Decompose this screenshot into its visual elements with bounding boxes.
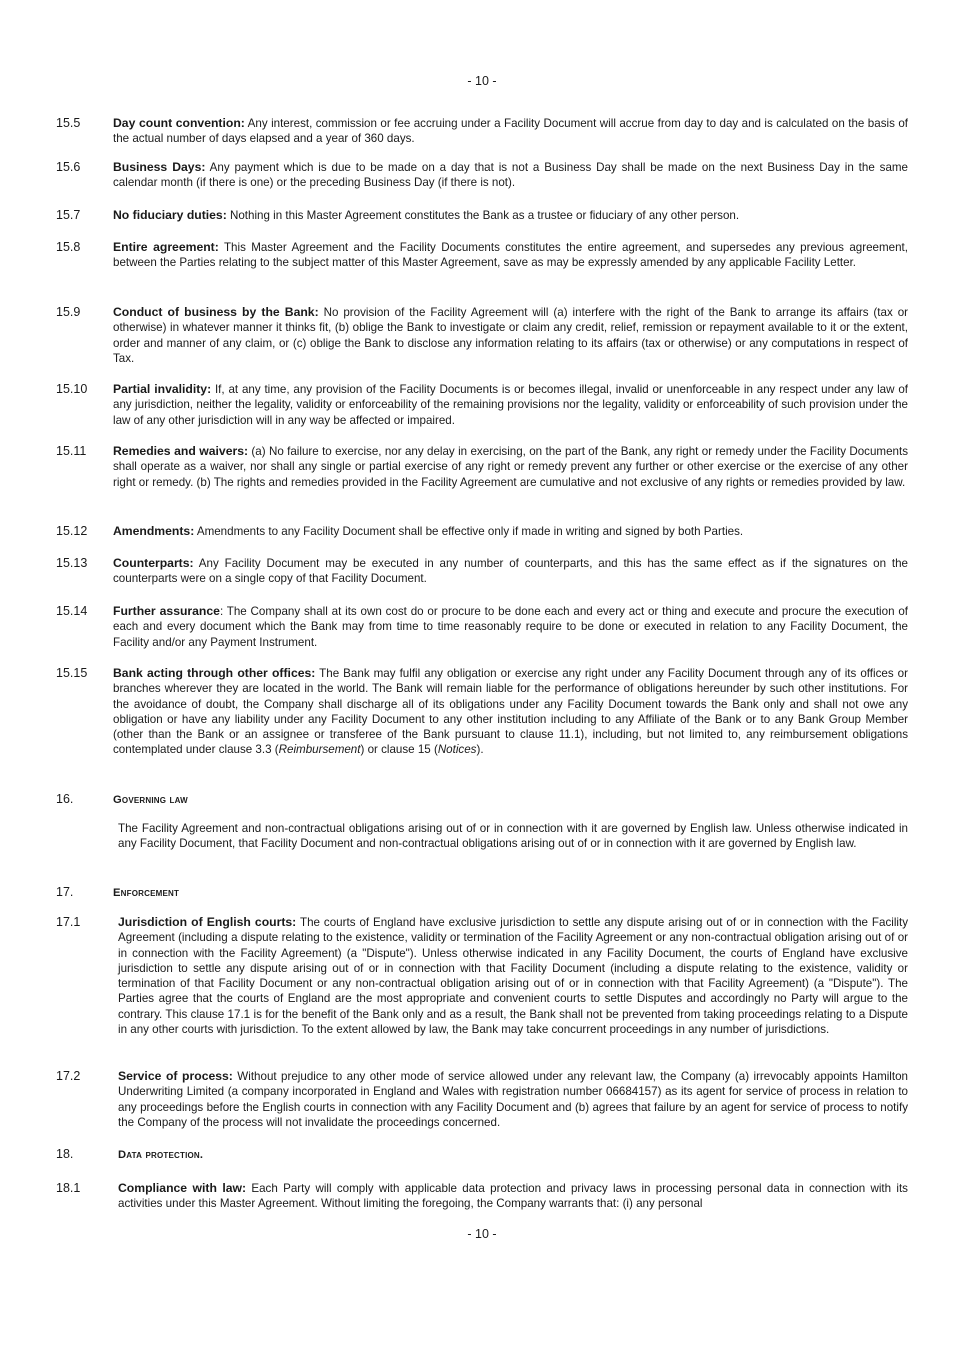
clause-15-7 [56, 208, 908, 223]
clause-heading: No fiduciary duties: [113, 208, 227, 222]
clause-number: 15.5 [56, 116, 81, 130]
clause-number: 15.8 [56, 240, 81, 254]
clause-heading: Business Days: [113, 160, 206, 174]
clause-text: Any interest, commission or fee accruing under a Facility Document will accrue from day to day and is calculated on the basis of the actual number of days elapsed and a year of 360 days. [113, 117, 908, 146]
clause-text-tail: ). [476, 743, 484, 757]
clause-number: 15.9 [56, 305, 81, 319]
clause-text: This Master Agreement and the Facility Documents constitutes the entire agreement, and supersedes any previous agreement, between the Parties relating to the subject matter of this Master Agreement, save as may be expressly amended by any applicable Facility Letter. [113, 241, 908, 270]
clause-text: If, at any time, any provision of the Facility Documents is or becomes illegal, invalid or unenforceable in any respect under any law of any jurisdiction, neither the legality, validity or enforceability of the remaining provisions nor the legality, validity or enforceability of such provision under the law of any other jurisdiction will in any way be affected or impaired. [113, 383, 908, 427]
section-number: 17. [56, 885, 74, 899]
clause-text: Amendments to any Facility Document shall be effective only if made in writing and signed by both Parties. [194, 525, 744, 538]
clause-text: The Bank may fulfil any obligation or exercise any right under any Facility Document through any of its offices or branches wherever they are located in the world. The Bank will remain liable for the performance of obligations hereunder by such other institutions. For the avoidance of doubt, the Company shall discharge all of its obligations under any Facility Document towards the Bank only and shall not owe any obligation or have any liability under any Facility Document to any other institution including to any Affiliate of the Bank or to any Bank Group Member (other than the Bank or an assignee or transferee of the Bank pursuant to clause 11.1), including, but not limited to, any reimbursement obligations contemplated under clause 3.3 ( [113, 667, 908, 757]
clause-17-1 [56, 915, 908, 1037]
clause-number: 17.2 [56, 1069, 81, 1083]
section-title: Enforcement [113, 887, 180, 899]
clause-text: Nothing in this Master Agreement constitutes the Bank as a trustee or fiduciary of any other person. [226, 209, 740, 222]
clause-18-1 [56, 1181, 908, 1212]
section-18 [56, 1147, 908, 1163]
clause-15-9 [56, 305, 908, 366]
page-number-top: - 10 - [467, 74, 497, 88]
clause-15-8 [56, 240, 908, 271]
clause-text: Without prejudice to any other mode of service allowed under any relevant law, the Company (a) irrevocably appoints Hamilton Underwriting Limited (a company incorporated in England and Wales with registration number 06684157) as its agent for service of process in relation to any proceedings before the English courts in connection with any Facility Document and (b) agrees that failure by an agent for service of process to notify the Company of the process will not invalidate the proceedings concerned. [118, 1070, 908, 1129]
clause-heading: Partial invalidity: [113, 382, 212, 396]
clause-text-mid: ) or clause 15 ( [360, 743, 438, 757]
clause-text: (a) No failure to exercise, nor any delay in exercising, on the part of the Bank, any right or remedy under the Facility Documents shall operate as a waiver, nor shall any single or partial exercise of any right or remedy prevent any further or other exercise or the exercise of any other right or remedy. (b) The rights and remedies provided in the Facility Agreement are cumulative and not exclusive of any rights or remedies provided by law. [113, 445, 908, 489]
clause-15-15 [56, 666, 908, 758]
clause-number: 18.1 [56, 1181, 81, 1195]
clause-heading: Remedies and waivers: [113, 444, 249, 458]
section-title: Data protection. [118, 1149, 204, 1161]
clause-15-11 [56, 444, 908, 490]
section-17 [56, 885, 908, 901]
clause-text: Any payment which is due to be made on a day that is not a Business Day shall be made on the next Business Day in the same calendar month (if there is one) or the preceding Business Day (if there is not). [113, 161, 908, 190]
clause-heading: Amendments: [113, 524, 195, 538]
clause-15-10 [56, 382, 908, 428]
clause-15-6 [56, 160, 908, 191]
section-16 [56, 792, 908, 808]
clause-number: 15.10 [56, 382, 88, 396]
clause-number: 15.13 [56, 556, 88, 570]
clause-heading: Service of process: [118, 1069, 233, 1083]
clause-text: Any Facility Document may be executed in any number of counterparts, and this has the same effect as if the signatures on the counterparts were on a single copy of that Facility Document. [113, 557, 908, 586]
clause-number: 15.7 [56, 208, 81, 222]
clause-number: 15.12 [56, 524, 88, 538]
clause-heading: Counterparts: [113, 556, 194, 570]
clause-heading: Day count convention: [113, 116, 245, 130]
clause-15-12 [56, 524, 908, 539]
clause-15-14 [56, 604, 908, 650]
section-number: 18. [56, 1147, 74, 1161]
section-number: 16. [56, 792, 74, 806]
clause-number: 15.11 [56, 444, 87, 458]
clause-15-5 [56, 116, 908, 147]
clause-text: The courts of England have exclusive jurisdiction to settle any dispute arising out of or in connection with the Facility Agreement (including a dispute relating to the existence, validity or termination of the Facility Agreement or any non-contractual obligation arising out of or in connection with the Facility Agreement) (a "Dispute"). Unless otherwise indicated in any Facility Document, the courts of England have exclusive jurisdiction to settle any dispute arising out of or in connection with that Facility Document (including a dispute relating to the existence, validity or termination of that Facility Document or any non-contractual obligation arising out of or in connection with that Facility Agreement) (a "Dispute"). The Parties agree that the courts of England are the most appropriate and convenient courts to settle Disputes and accordingly no Party will argue to the contrary. This clause 17.1 is for the benefit of the Bank only and as a result, the Bank shall not be prevented from taking proceedings relating to a Dispute in any other courts with jurisdiction. To the extent allowed by law, the Bank may take concurrent proceedings in any number of jurisdictions. [118, 916, 909, 1037]
clause-number: 17.1 [56, 915, 81, 929]
clause-ref-italic: Notices [437, 743, 477, 757]
clause-heading: Entire agreement: [113, 240, 219, 254]
clause-15-13 [56, 556, 908, 587]
clause-ref-italic: Reimbursement [278, 743, 361, 757]
clause-heading: Jurisdiction of English courts: [118, 915, 297, 929]
section-16-text [56, 821, 908, 852]
page-number-bottom: - 10 - [467, 1227, 497, 1241]
clause-number: 15.6 [56, 160, 81, 174]
clause-number: 15.15 [56, 666, 88, 680]
clause-number: 15.14 [56, 604, 88, 618]
clause-17-2 [56, 1069, 908, 1130]
clause-heading: Conduct of business by the Bank: [113, 305, 319, 319]
clause-text: : The Company shall at its own cost do or procure to be done each and every act or thing and execute and procure the execution of each and every document which the Bank may from time to time reasonably require to be done or executed in relation to any Facility Document, the Facility and/or any Payment Instrument. [113, 605, 908, 649]
section-text: The Facility Agreement and non-contractual obligations arising out of or in connection with it are governed by English law. Unless otherwise indicated in any Facility Document, that Facility Document and non-contractual obligations arising out of or in connection with it are governed by English law. [118, 822, 908, 851]
clause-heading: Further assurance [113, 604, 220, 618]
clause-heading: Bank acting through other offices: [113, 666, 316, 680]
clause-heading: Compliance with law: [118, 1181, 247, 1195]
clause-text: No provision of the Facility Agreement will (a) interfere with the right of the Bank to arrange its affairs (tax or otherwise) in whatever manner it thinks fit, (b) oblige the Bank to investigate or claim any credit, relief, remission or repayment available to it or the extent, order and manner of any claim, or (c) oblige the Bank to disclose any information relating to its affairs (tax or otherwise) or any computations in respect of Tax. [113, 306, 908, 365]
clause-text: Each Party will comply with applicable data protection and privacy laws in processing personal data in connection with its activities under this Master Agreement. Without limiting the foregoing, the Company warrants that: (i) any personal [118, 1182, 908, 1211]
section-title: Governing law [113, 794, 188, 806]
